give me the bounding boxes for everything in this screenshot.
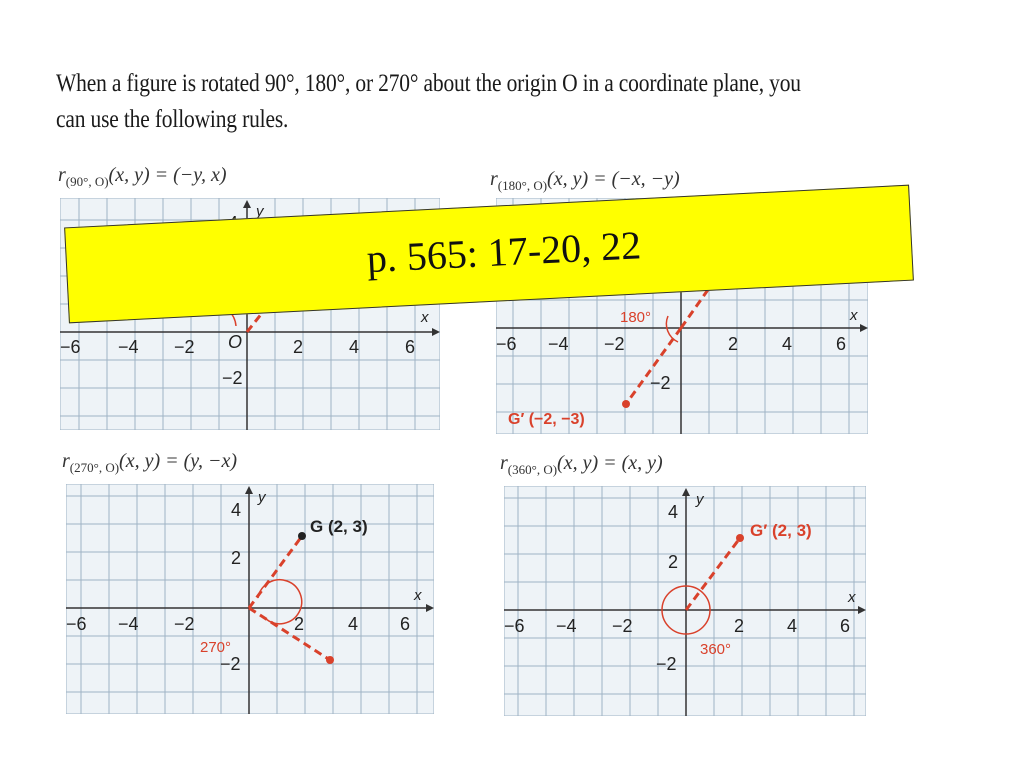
point-g [298,532,306,540]
graph-rot360 [504,486,866,716]
x-axis-label: x [421,309,429,326]
x-axis-label: x [850,307,858,324]
rule-180-expr: (x, y) = (−x, −y) [547,168,680,190]
point-gprime-label: G′ (−2, −3) [508,411,585,428]
rule-270-sub: (270°, O) [69,460,120,475]
graph-rot270 [66,484,434,714]
y-tick-neg2: −2 [220,654,241,674]
x-tick-2: 2 [734,616,745,636]
rule-270-expr: (x, y) = (y, −x) [119,450,238,472]
point-gprime [326,656,334,664]
x-tick-4: 4 [787,616,798,636]
y-tick-neg2: −2 [650,373,671,393]
x-tick-neg4: −4 [556,616,577,636]
point-gprime-label: G′ (2, 3) [750,521,812,540]
x-tick-4: 4 [348,614,359,634]
point-g-label: G (2, 3) [310,517,368,536]
x-tick-2: 2 [728,334,739,354]
rule-90-sub: (90°, O) [65,174,109,189]
x-tick-neg6: −6 [496,334,517,354]
intro-line-2: can use the following rules. [56,106,289,133]
rule-180-sub: (180°, O) [497,178,548,193]
x-tick-2: 2 [294,614,305,634]
intro-line-1: When a figure is rotated 90°, 180°, or 270° about the origin O in a coordinate plane, you [56,70,801,97]
graph-rot270-svg [66,484,434,714]
assignment-banner-text: p. 565: 17-20, 22 [365,222,643,282]
x-tick-neg4: −4 [118,337,139,357]
x-tick-neg4: −4 [548,334,569,354]
x-tick-neg6: −6 [66,614,87,634]
y-tick-2: 2 [668,552,679,572]
x-axis-label: x [414,587,422,604]
x-tick-neg2: −2 [174,614,195,634]
y-axis-label: y [696,491,704,508]
x-axis-label: x [848,589,856,606]
rule-360 [500,452,663,478]
x-tick-6: 6 [840,616,851,636]
rule-360-sub: (360°, O) [507,462,558,477]
grid-bg [66,484,434,714]
y-tick-neg2: −2 [222,368,243,388]
x-tick-neg2: −2 [604,334,625,354]
intro-paragraph [56,66,813,138]
y-tick-neg2: −2 [656,654,677,674]
origin-label: O [228,332,243,352]
rule-180 [490,168,680,194]
x-tick-6: 6 [836,334,847,354]
x-tick-neg6: −6 [504,616,525,636]
x-tick-neg6: −6 [60,337,81,357]
rule-90-r: r [58,164,66,186]
x-tick-6: 6 [400,614,411,634]
angle-label: 360° [700,641,732,658]
y-axis-label: y [258,489,266,506]
x-tick-6: 6 [405,337,416,357]
x-tick-neg4: −4 [118,614,139,634]
graph-rot360-svg [504,486,866,716]
rule-360-expr: (x, y) = (x, y) [557,452,663,474]
rule-270 [62,450,237,476]
x-tick-neg2: −2 [612,616,633,636]
x-tick-4: 4 [782,334,793,354]
rule-270-r: r [62,450,70,472]
rule-90 [58,164,227,190]
x-tick-4: 4 [349,337,360,357]
point-gprime [736,534,744,542]
y-tick-4: 4 [668,502,679,522]
x-tick-neg2: −2 [174,337,195,357]
y-tick-4: 4 [231,500,242,520]
rule-180-r: r [490,168,498,190]
angle-label: 180° [620,309,652,326]
point-gprime [622,400,630,408]
x-tick-2: 2 [293,337,304,357]
angle-label: 270° [200,639,232,656]
y-axis-label: y [256,203,264,220]
y-tick-2: 2 [231,548,242,568]
rule-360-r: r [500,452,508,474]
rule-90-expr: (x, y) = (−y, x) [108,164,227,186]
